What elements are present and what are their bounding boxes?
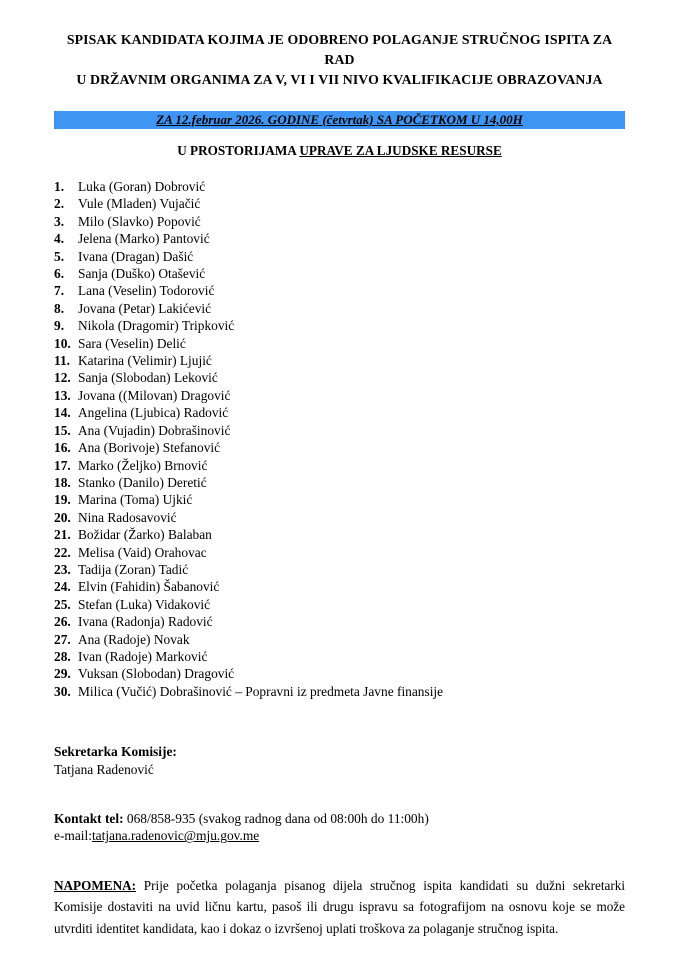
list-item — [54, 317, 625, 334]
candidate-name: Ana (Radoje) Novak — [78, 631, 190, 647]
candidate-number: 14. — [54, 405, 71, 421]
list-item — [54, 439, 625, 456]
list-item — [54, 683, 625, 700]
candidate-name: Jovana (Petar) Lakićević — [78, 300, 212, 316]
candidate-number: 9. — [54, 318, 65, 334]
contact-phone-line — [54, 810, 625, 827]
location-prefix: U PROSTORIJAMA — [177, 143, 300, 158]
list-item — [54, 631, 625, 648]
secretary-name: Tatjana Radenović — [54, 761, 154, 777]
candidate-name: Luka (Goran) Dobrović — [78, 179, 206, 194]
list-item — [54, 248, 625, 265]
email-prefix: e-mail: — [54, 828, 92, 844]
candidate-number: 2. — [54, 196, 65, 212]
list-item — [54, 300, 625, 317]
candidate-number: 28. — [54, 648, 71, 664]
location-line — [54, 143, 625, 159]
candidate-name: Jelena (Marko) Pantović — [78, 231, 210, 247]
candidate-number: 29. — [54, 666, 71, 682]
candidate-name: Vuksan (Slobodan) Dragović — [78, 666, 235, 682]
candidate-name: Ana (Vujadin) Dobrašinović — [78, 422, 231, 438]
title-line-2: U DRŽAVNIM ORGANIMA ZA V, VI I VII NIVO KVALIFIKACIJE OBRAZOVANJA — [76, 72, 603, 87]
candidate-number: 12. — [54, 370, 71, 386]
list-item — [54, 422, 625, 439]
list-item — [54, 665, 625, 682]
list-item — [54, 230, 625, 247]
candidate-number: 16. — [54, 440, 71, 456]
candidate-name: Vule (Mladen) Vujačić — [78, 196, 201, 212]
contact-label: Kontakt tel: — [54, 811, 124, 826]
candidate-number: 19. — [54, 492, 71, 508]
list-item — [54, 613, 625, 630]
candidate-number: 10. — [54, 335, 71, 351]
candidate-name: Lana (Veselin) Todorović — [78, 283, 215, 299]
candidate-number: 7. — [54, 283, 65, 299]
candidate-name: Marko (Željko) Brnović — [78, 457, 208, 473]
candidate-name: Ivan (Radoje) Marković — [78, 648, 208, 664]
candidate-name: Katarina (Velimir) Ljujić — [78, 353, 212, 369]
list-item — [54, 265, 625, 282]
list-item — [54, 178, 625, 195]
list-item — [54, 213, 625, 230]
candidate-number: 21. — [54, 527, 71, 543]
candidate-number: 15. — [54, 422, 71, 438]
list-item — [54, 578, 625, 595]
candidate-name: Milo (Slavko) Popović — [78, 213, 201, 229]
candidate-name: Ivana (Radonja) Radović — [78, 614, 213, 630]
list-item — [54, 387, 625, 404]
document-title — [54, 30, 625, 90]
candidate-number: 11. — [54, 353, 70, 369]
candidate-number: 22. — [54, 544, 71, 560]
list-item — [54, 596, 625, 613]
candidate-number: 4. — [54, 231, 65, 247]
list-item — [54, 282, 625, 299]
candidate-name: Angelina (Ljubica) Radović — [78, 405, 229, 421]
candidate-number: 24. — [54, 579, 71, 595]
contact-phone-text: 068/858-935 (svakog radnog dana od 08:00h do 11:00h) — [123, 811, 429, 826]
secretary-label: Sekretarka Komisije: — [54, 744, 177, 760]
candidate-name: Stefan (Luka) Vidaković — [78, 596, 211, 612]
candidate-number: 25. — [54, 596, 71, 612]
note-text: Prije početka polaganja pisanog dijela stručnog ispita kandidati su dužni sekretarki Komisije dostaviti na uvid ličnu kartu, pasoš ili drugu ispravu sa fotografijom na osnovu koje se može utvrditi identitet kandidata, kao i dokaz o izvršenoj uplati troškova za polaganje stručnog ispita. — [54, 877, 625, 936]
candidate-number: 8. — [54, 300, 65, 316]
candidate-name: Milica (Vučić) Dobrašinović – Popravni iz predmeta Javne finansije — [78, 683, 444, 699]
candidate-name: Ana (Borivoje) Stefanović — [78, 440, 221, 456]
candidate-number: 1. — [54, 179, 65, 194]
email-link[interactable]: tatjana.radenovic@mju.gov.me — [91, 828, 260, 844]
candidate-name: Stanko (Danilo) Deretić — [78, 474, 207, 490]
list-item — [54, 474, 625, 491]
candidate-name: Božidar (Žarko) Balaban — [78, 527, 212, 543]
candidate-name: Elvin (Fahidin) Šabanović — [78, 579, 220, 595]
candidate-number: 26. — [54, 614, 71, 630]
candidate-number: 17. — [54, 457, 71, 473]
title-line-1: SPISAK KANDIDATA KOJIMA JE ODOBRENO POLAGANJE STRUČNOG ISPITA ZA RAD — [66, 32, 613, 67]
list-item — [54, 404, 625, 421]
candidate-number: 27. — [54, 631, 71, 647]
candidate-number: 5. — [54, 248, 65, 264]
note-paragraph — [54, 875, 625, 940]
candidate-name: Marina (Toma) Ujkić — [78, 492, 193, 508]
candidate-number: 30. — [54, 683, 71, 699]
date-banner-text: ZA 12.februar 2026. GODINE (četvrtak) SA POČETKOM U 14,00H — [156, 112, 523, 127]
candidate-number: 3. — [54, 213, 65, 229]
list-item — [54, 352, 625, 369]
list-item — [54, 561, 625, 578]
location-name: UPRAVE ZA LJUDSKE RESURSE — [299, 143, 502, 158]
candidate-number: 6. — [54, 266, 65, 282]
candidate-name: Nikola (Dragomir) Tripković — [78, 318, 235, 334]
list-item — [54, 509, 625, 526]
candidate-name: Ivana (Dragan) Dašić — [78, 248, 194, 264]
candidate-number: 13. — [54, 387, 71, 403]
list-item — [54, 195, 625, 212]
candidate-number: 20. — [54, 509, 71, 525]
contact-block — [54, 810, 625, 845]
candidate-name: Tadija (Zoran) Tadić — [78, 561, 189, 577]
list-item — [54, 491, 625, 508]
list-item — [54, 648, 625, 665]
note-label: NAPOMENA: — [54, 877, 137, 893]
list-item — [54, 457, 625, 474]
candidate-number: 18. — [54, 474, 71, 490]
candidate-name: Nina Radosavović — [78, 509, 177, 525]
candidate-name: Sanja (Slobodan) Leković — [78, 370, 218, 386]
candidate-name: Melisa (Vaid) Orahovac — [78, 544, 207, 560]
candidate-name: Sanja (Duško) Otašević — [78, 266, 206, 282]
candidate-name: Sara (Veselin) Delić — [78, 335, 186, 351]
candidate-list — [54, 178, 625, 700]
candidate-number: 23. — [54, 561, 71, 577]
date-banner — [54, 111, 625, 129]
list-item — [54, 335, 625, 352]
list-item — [54, 526, 625, 543]
secretary-block — [54, 743, 625, 778]
candidate-name: Jovana ((Milovan) Dragović — [78, 387, 231, 403]
list-item — [54, 369, 625, 386]
list-item — [54, 544, 625, 561]
contact-email-line — [54, 827, 625, 844]
